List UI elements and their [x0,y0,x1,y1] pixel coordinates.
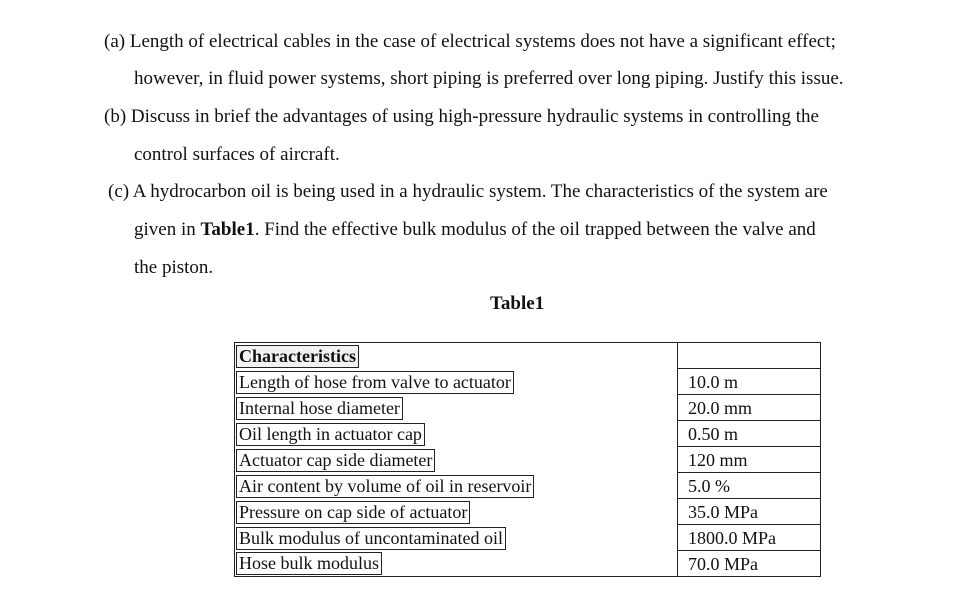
row-label: Length of hose from valve to actuator [236,371,514,394]
question-a-line-2: however, in fluid power systems, short piping is preferred over long piping. Justify this issue. [134,68,844,89]
question-a-line-1: (a) Length of electrical cables in the case of electrical systems does not have a significant effect; [104,31,836,52]
table-cell-label [235,473,678,499]
row-label: Internal hose diameter [236,397,403,420]
table-row [235,551,821,577]
question-c-line-1: (c) A hydrocarbon oil is being used in a hydraulic system. The characteristics of the system are [108,181,828,202]
table-cell-label [235,447,678,473]
question-c-text-post: . Find the effective bulk modulus of the oil trapped between the valve and [254,219,816,240]
row-label: Oil length in actuator cap [236,423,425,446]
table-cell-label [235,525,678,551]
row-label: Air content by volume of oil in reservoir [236,475,534,498]
table-caption: Table1 [490,293,545,314]
row-label: Hose bulk modulus [236,552,382,575]
row-label: Actuator cap side diameter [236,449,435,472]
characteristics-table [234,342,821,577]
table-row [235,499,821,525]
table-cell-label [235,395,678,421]
question-b-line-2: control surfaces of aircraft. [134,144,340,165]
question-c-text-pre: given in [134,219,201,240]
question-c-line-2 [134,218,816,242]
table-cell-label [235,369,678,395]
table-row [235,447,821,473]
table-header-cell [235,343,678,369]
table-reference: Table1 [200,219,255,240]
table-row [235,473,821,499]
row-value: 10.0 m [678,369,821,395]
row-label: Pressure on cap side of actuator [236,501,470,524]
table-cell-label [235,551,678,577]
row-value: 0.50 m [678,421,821,447]
row-label: Bulk modulus of uncontaminated oil [236,527,506,550]
table-row [235,525,821,551]
table-header-label: Characteristics [236,345,359,368]
table-row [235,395,821,421]
table-header-value-cell [678,343,821,369]
table-row [235,369,821,395]
row-value: 35.0 MPa [678,499,821,525]
table-header-row [235,343,821,369]
row-value: 70.0 MPa [678,551,821,577]
table-row [235,421,821,447]
question-c-line-3: the piston. [134,257,214,278]
table-cell-label [235,421,678,447]
row-value: 1800.0 MPa [678,525,821,551]
table-cell-label [235,499,678,525]
row-value: 120 mm [678,447,821,473]
row-value: 20.0 mm [678,395,821,421]
question-b-line-1: (b) Discuss in brief the advantages of using high-pressure hydraulic systems in controlling the [104,106,819,127]
row-value: 5.0 % [678,473,821,499]
